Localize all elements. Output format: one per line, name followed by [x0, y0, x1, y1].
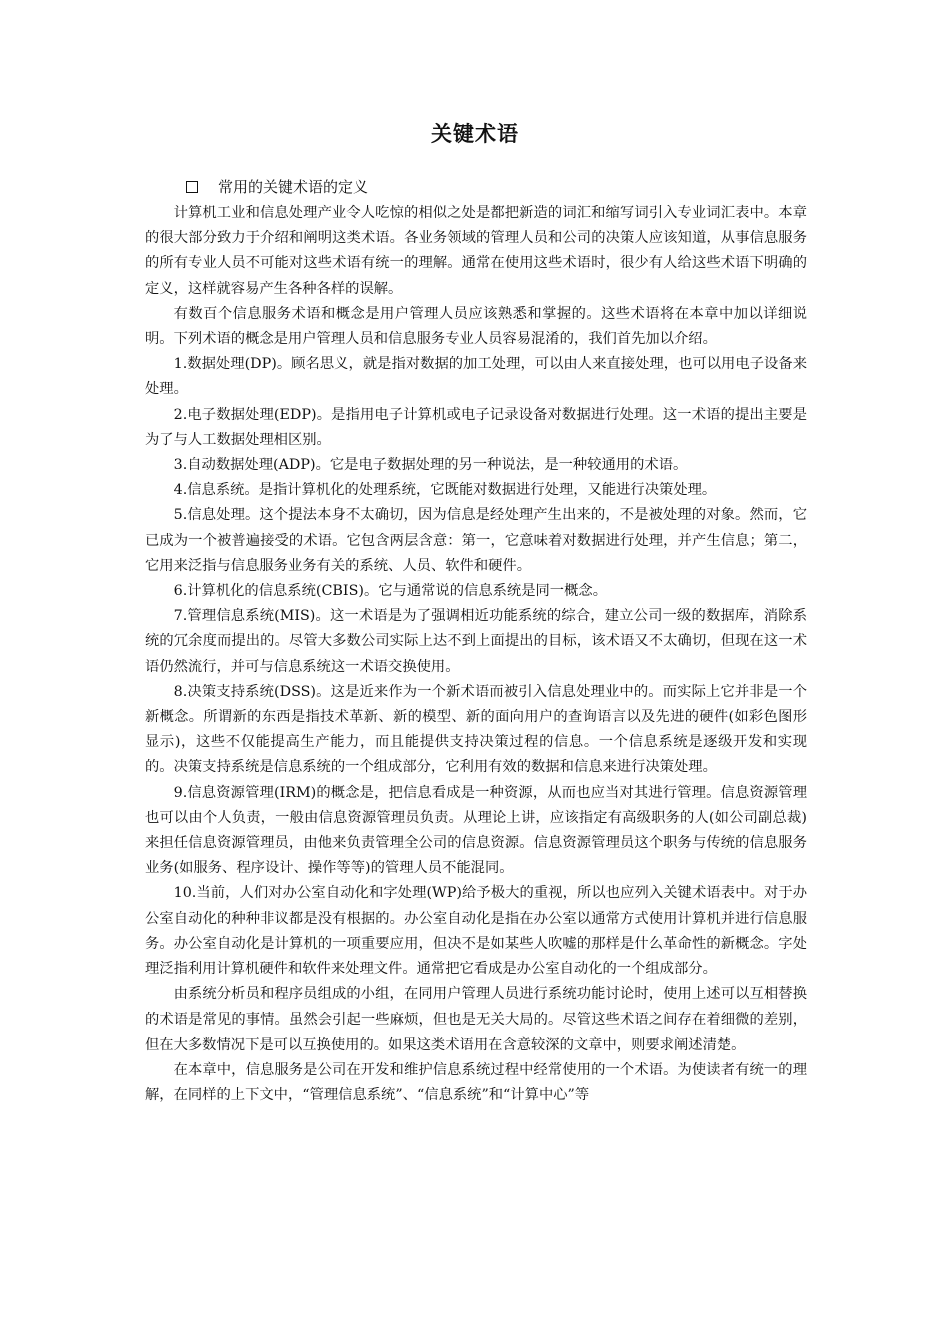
- paragraph: 9.信息资源管理(IRM)的概念是，把信息看成是一种资源，从而也应当对其进行管理。信息资源管理也可以由个人负责，一般由信息资源管理员负责。从理论上讲，应该指定有高级职务的人(如公司副总裁)来担任信息资源管理员，由他来负责管理全公司的信息资源。信息资源管理员这个职务与传统的信息服务业务(如服务、程序设计、操作等等)的管理人员不能混同。: [145, 784, 807, 877]
- paragraph: 在本章中，信息服务是公司在开发和维护信息系统过程中经常使用的一个术语。为使读者有统一的理解，在同样的上下文中，“管理信息系统”、“信息系统”和“计算中心”等: [145, 1061, 807, 1104]
- section-heading-text: 常用的关键术语的定义: [218, 178, 369, 196]
- paragraph: 7.管理信息系统(MIS)。这一术语是为了强调相近功能系统的综合，建立公司一级的数据库，消除系统的冗余度而提出的。尽管大多数公司实际上达不到上面提出的目标，该术语又不太确切，但现在这一术语仍然流行，并可与信息系统这一术语交换使用。: [145, 608, 807, 675]
- paragraph: 2.电子数据处理(EDP)。是指用电子计算机或电子记录设备对数据进行处理。这一术语的提出主要是为了与人工数据处理相区别。: [145, 406, 807, 448]
- body-text: [145, 201, 807, 1108]
- paragraph: 由系统分析员和程序员组成的小组，在同用户管理人员进行系统功能讨论时，使用上述可以互相替换的术语是常见的事情。虽然会引起一些麻烦，但也是无关大局的。尽管这些术语之间存在着细微的差别，但在大多数情况下是可以互换使用的。如果这类术语用在含意较深的文章中，则要求阐述清楚。: [145, 986, 807, 1053]
- page-title: 关键术语: [431, 122, 519, 146]
- paragraph: 有数百个信息服务术语和概念是用户管理人员应该熟悉和掌握的。这些术语将在本章中加以详细说明。下列术语的概念是用户管理人员和信息服务专业人员容易混淆的，我们首先加以介绍。: [145, 305, 807, 348]
- checkbox-icon: [186, 181, 198, 193]
- paragraph: 4.信息系统。是指计算机化的处理系统，它既能对数据进行处理，又能进行决策处理。: [173, 482, 717, 499]
- paragraph: 1.数据处理(DP)。顾名思义，就是指对数据的加工处理，可以由人来直接处理，也可以用电子设备来处理。: [145, 356, 807, 398]
- paragraph: 计算机工业和信息处理产业令人吃惊的相似之处是都把新造的词汇和缩写词引入专业词汇表中。本章的很大部分致力于介绍和阐明这类术语。各业务领域的管理人员和公司的决策人应该知道，从事信息服务的所有专业人员不可能对这些术语有统一的理解。通常在使用这些术语时，很少有人给这些术语下明确的定义，这样就容易产生各种各样的误解。: [145, 205, 807, 297]
- paragraph: 5.信息处理。这个提法本身不太确切，因为信息是经处理产生出来的，不是被处理的对象。然而，它已成为一个被普遍接受的术语。它包含两层含意：第一，它意味着对数据进行处理，并产生信息；第二，它用来泛指与信息服务业务有关的系统、人员、软件和硬件。: [145, 507, 807, 574]
- paragraph: 10.当前，人们对办公室自动化和字处理(WP)给予极大的重视，所以也应列入关键术语表中。对于办公室自动化的种种非议都是没有根据的。办公室自动化是指在办公室以通常方式使用计算机并进行信息服务。办公室自动化是计算机的一项重要应用，但决不是如某些人吹嘘的那样是什么革命性的新概念。字处理泛指利用计算机硬件和软件来处理文件。通常把它看成是办公室自动化的一个组成部分。: [145, 885, 807, 978]
- paragraph: 8.决策支持系统(DSS)。这是近来作为一个新术语而被引入信息处理业中的。而实际上它并非是一个新概念。所谓新的东西是指技术革新、新的模型、新的面向用户的查询语言以及先进的硬件(如彩色图形显示)，这些不仅能提高生产能力，而且能提供支持决策过程的信息。一个信息系统是逐级开发和实现的。决策支持系统是信息系统的一个组成部分，它利用有效的数据和信息来进行决策处理。: [145, 683, 807, 776]
- section-heading: [186, 176, 368, 197]
- paragraph: 3.自动数据处理(ADP)。它是电子数据处理的另一种说法，是一种较通用的术语。: [173, 457, 688, 474]
- paragraph: 6.计算机化的信息系统(CBIS)。它与通常说的信息系统是同一概念。: [173, 583, 607, 600]
